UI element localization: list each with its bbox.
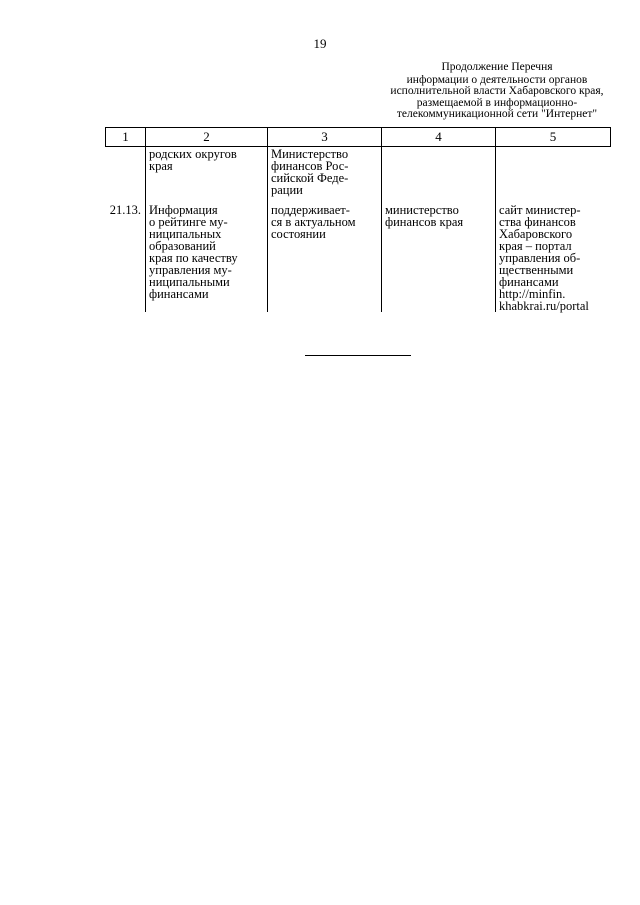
- info-table: [105, 127, 611, 312]
- table-row: [106, 204, 611, 312]
- info-cell: Информация о рейтинге му- ниципальных образований края по качеству управления му- ниципальными финансами: [146, 204, 268, 312]
- column-number: 1: [106, 128, 146, 147]
- continuation-title: Продолжение Перечня: [441, 61, 553, 73]
- table-cell: [496, 147, 611, 205]
- location-cell: сайт министер- ства финансов Хабаровского края – портал управления об- щественными финансами http://minfin. khabkrai.ru/portal: [496, 204, 611, 312]
- continuation-description: информации о деятельности органов исполнительной власти Хабаровского края, размещаемой в информационно-телекоммуникационной сети "Интернет": [390, 73, 604, 120]
- column-number: 3: [268, 128, 382, 147]
- column-number: 5: [496, 128, 611, 147]
- table-cell: родских округов края: [146, 147, 268, 205]
- row-number: 21.13.: [106, 204, 146, 312]
- table-cell: [106, 147, 146, 205]
- column-number-row: [106, 128, 611, 147]
- responsible-cell: министерство финансов края: [382, 204, 496, 312]
- periodicity-cell: поддерживает- ся в актуальном состоянии: [268, 204, 382, 312]
- end-divider: [305, 355, 411, 356]
- column-number: 4: [382, 128, 496, 147]
- page-number: 19: [313, 36, 327, 51]
- table-cell: Министерство финансов Рос- сийской Феде- рации: [268, 147, 382, 205]
- column-number: 2: [146, 128, 268, 147]
- table-cell: [382, 147, 496, 205]
- continuation-row: [106, 147, 611, 205]
- continuation-heading: [378, 62, 616, 121]
